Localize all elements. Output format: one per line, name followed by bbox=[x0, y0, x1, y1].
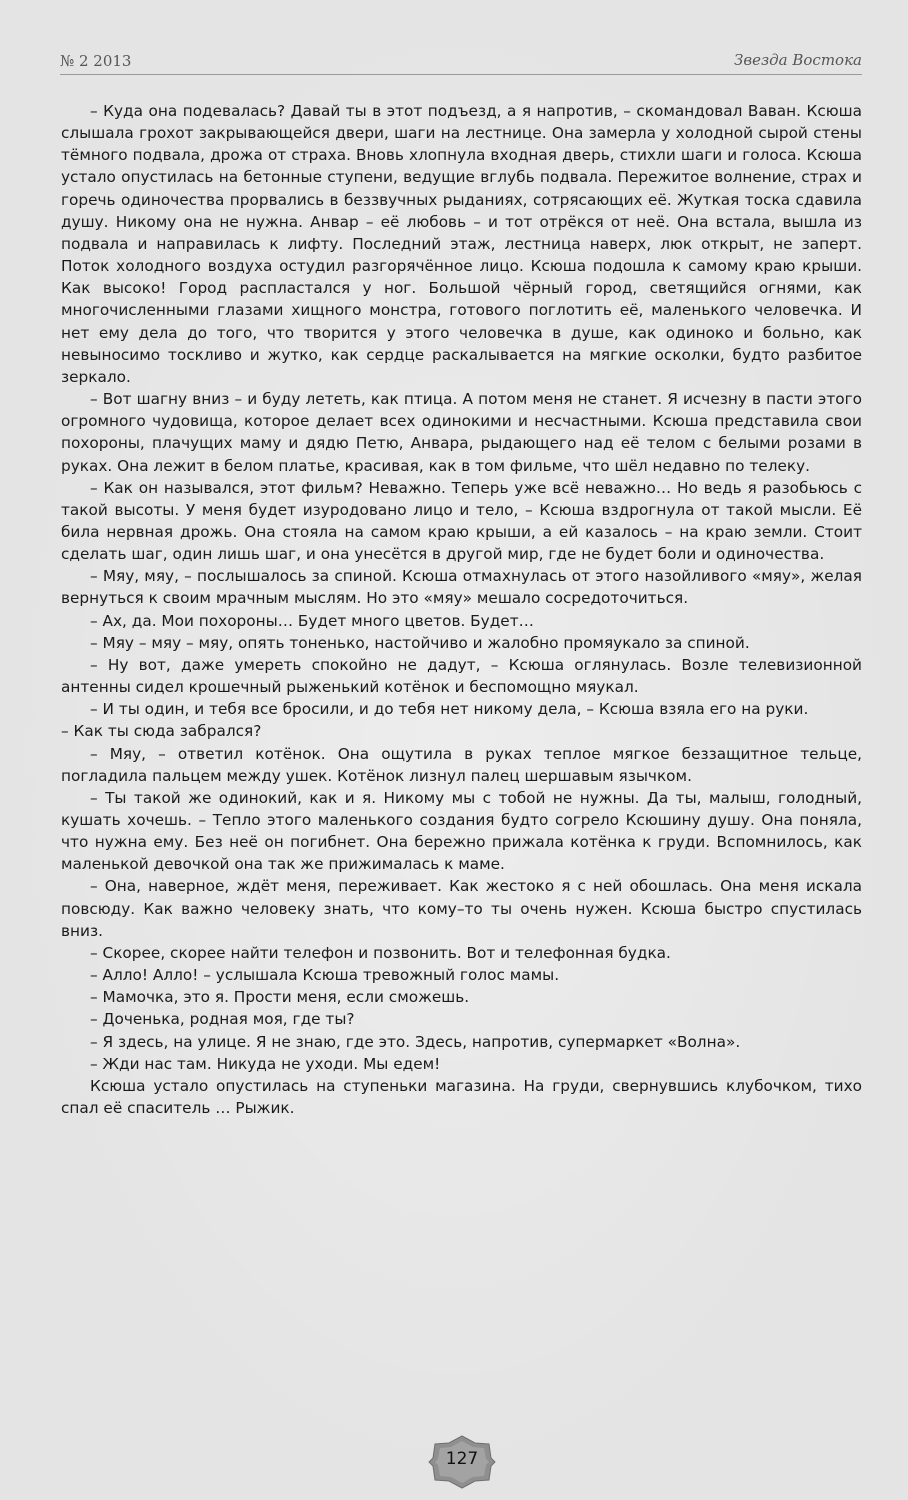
page-number-badge bbox=[427, 1434, 497, 1490]
paragraph: – Как ты сюда забрался? bbox=[61, 722, 262, 741]
paragraph: – Скорее, скорее найти телефон и позвонить. Вот и телефонная будка. bbox=[90, 943, 671, 962]
story-text bbox=[61, 100, 862, 1119]
paragraph: – Она, наверное, ждёт меня, переживает. Как жестоко я с ней обошлась. Она меня искала повсюду. Как важно человеку знать, что кому–то ты очень нужен. Ксюша быстро спустилась вниз. bbox=[61, 877, 862, 940]
paragraph: – Ну вот, даже умереть спокойно не дадут, – Ксюша оглянулась. Возле телевизионной антенны сидел крошечный рыженький котёнок и беспомощно мяукал. bbox=[61, 655, 862, 697]
paragraph: – Жди нас там. Никуда не уходи. Мы едем! bbox=[90, 1054, 441, 1073]
paragraph: – Алло! Алло! – услышала Ксюша тревожный голос мамы. bbox=[90, 966, 560, 985]
page-number: 127 bbox=[445, 1449, 479, 1469]
paragraph: Ксюша устало опустилась на ступеньки магазина. На груди, свернувшись клубочком, тихо спал её спаситель … Рыжик. bbox=[61, 1076, 862, 1118]
paragraph: – Ах, да. Мои похороны… Будет много цветов. Будет… bbox=[90, 611, 534, 630]
paragraph: – Мамочка, это я. Прости меня, если сможешь. bbox=[90, 988, 470, 1007]
paragraph: – Мяу, – ответил котёнок. Она ощутила в руках теплое мягкое беззащитное тельце, погладила пальцем между ушек. Котёнок лизнул палец шершавым язычком. bbox=[61, 744, 862, 785]
paragraph: – Вот шагну вниз – и буду лететь, как птица. А потом меня не станет. Я исчезну в пасти этого огромного чудовища, которое делает всех одинокими и несчастными. Ксюша представила свои похороны, плачущих маму и дядю Петю, Анвара, рыдающего над её телом с белыми розами в руках. Она лежит в белом платье, красивая, как в том фильме, что шёл недавно по телеку. bbox=[61, 390, 862, 475]
paragraph: – Мяу, мяу, – послышалось за спиной. Ксюша отмахнулась от этого назойливого «мяу», желая вернуться к своим мрачным мыслям. Но это «мяу» мешало сосредоточиться. bbox=[61, 567, 862, 608]
paragraph: – Мяу – мяу – мяу, опять тоненько, настойчиво и жалобно промяукало за спиной. bbox=[90, 633, 750, 652]
paragraph: – Доченька, родная моя, где ты? bbox=[90, 1010, 355, 1029]
paragraph: – Куда она подевалась? Давай ты в этот подъезд, а я напротив, – скомандовал Ваван. Ксюша слышала грохот закрывающейся двери, шаги на лестнице. Она замерла у холодной сырой стены тёмного подвала, дрожа от страха. Вновь хлопнула входная дверь, стихли шаги и голоса. Ксюша устало опустилась на бетонные ступени, ведущие вглубь подвала. Пережитое волнение, страх и горечь одиночества прорвались в беззвучных рыданиях, сотрясающих её. Жуткая тоска сдавила душу. Никому она не нужна. Анвар – её любовь – и тот отрёкся от неё. Она встала, вышла из подвала и направилась к лифту. Последний этаж, лестница наверх, люк открыт, не заперт. Поток холодного воздуха остудил разгорячённое лицо. Ксюша подошла к самому краю крыши. Как высоко! Город распластался у ног. Большой чёрный город, светящийся огнями, как многочисленными глазами хищного монстра, готового поглотить её, маленького человечка. И нет ему дела до того, что творится у этого человечка в душе, как одиноко и больно, как невыносимо тоскливо и жутко, как сердце раскалывается на мягкие осколки, будто разбитое зеркало. bbox=[61, 102, 862, 386]
journal-title: Звезда Востока bbox=[734, 51, 862, 69]
paragraph: – И ты один, и тебя все бросили, и до тебя нет никому дела, – Ксюша взяла его на руки. bbox=[90, 700, 809, 719]
running-header bbox=[60, 50, 862, 75]
paragraph: – Как он назывался, этот фильм? Неважно. Теперь уже всё неважно… Но ведь я разобьюсь с такой высоты. У меня будет изуродовано лицо и тело, – Ксюша вздрогнула от такой мысли. Её била нервная дрожь. Она стояла на самом краю крыши, а ей казалось – на краю земли. Стоит сделать шаг, один лишь шаг, и она унесётся в другой мир, где не будет боли и одиночества. bbox=[61, 478, 862, 564]
paragraph: – Ты такой же одинокий, как и я. Никому мы с тобой не нужны. Да ты, малыш, голодный, кушать хочешь. – Тепло этого маленького создания будто согрело Ксюшину душу. Она поняла, что нужна ему. Без неё он погибнет. Она бережно прижала котёнка к груди. Вспомнилось, как маленькой девочкой она так же прижималась к маме. bbox=[61, 788, 862, 874]
paragraph: – Я здесь, на улице. Я не знаю, где это. Здесь, напротив, супермаркет «Волна». bbox=[90, 1032, 741, 1051]
issue-number: № 2 2013 bbox=[60, 52, 132, 70]
